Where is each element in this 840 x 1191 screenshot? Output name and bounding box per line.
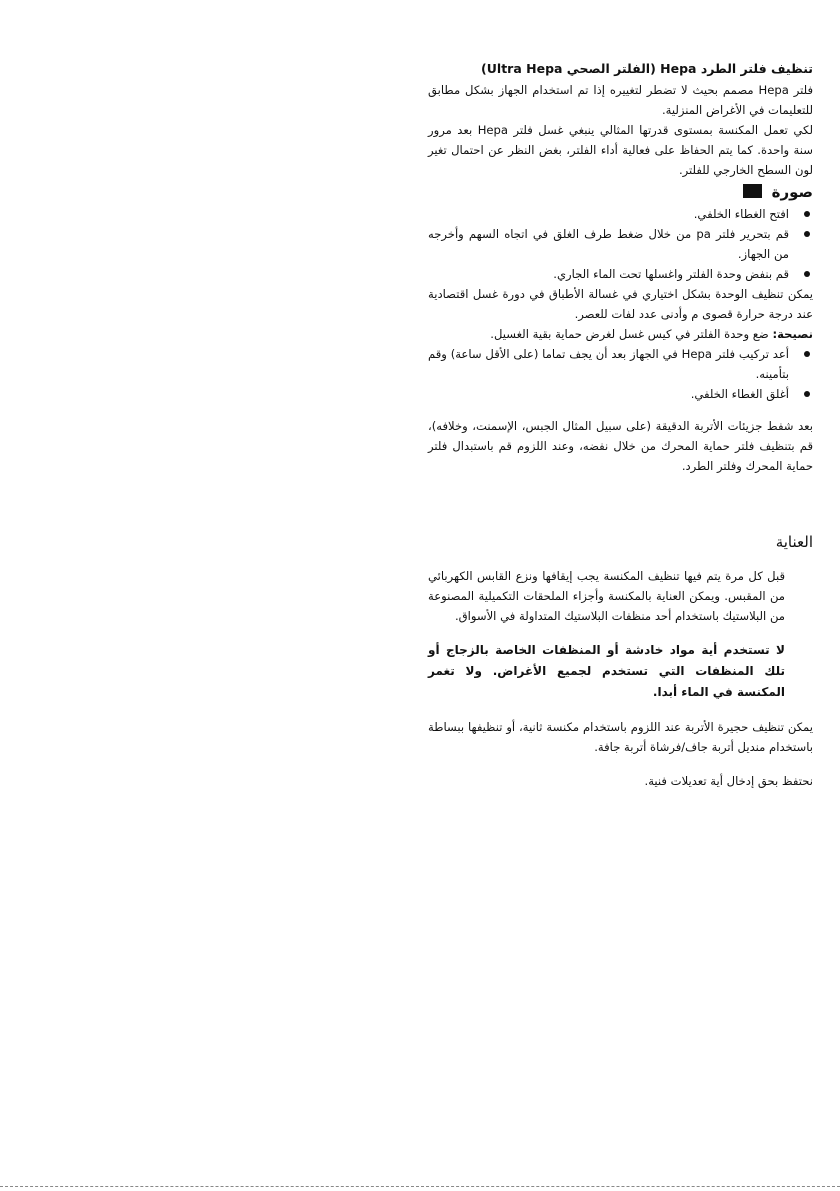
tip-text: ضع وحدة الفلتر في كيس غسل لغرض حماية بقية الغسيل. bbox=[490, 327, 769, 341]
care-para-1: قبل كل مرة يتم فيها تنظيف المكنسة يجب إيقافها ونزع القابس الكهربائي من المقبس. ويمكن العناية بالمكنسة وأجزاء الملحقات التكميلية المصنوعة من البلاستيك باستخدام أحد منظفات البلاستيك المتداولة في الأسواق. bbox=[428, 569, 785, 623]
image-reference-heading bbox=[428, 180, 813, 204]
hepa-section-title: تنظيف فلتر الطرد Hepa (الفلتر الصحي Ultra Hepa) bbox=[481, 61, 813, 76]
manual-column bbox=[428, 58, 813, 791]
list-item: قم بنفض وحدة الفلتر واغسلها تحت الماء الجاري. bbox=[428, 264, 813, 284]
tip-paragraph bbox=[428, 324, 813, 344]
wash-note: يمكن تنظيف الوحدة بشكل اختياري في غسالة الأطباق في دورة غسل اقتصادية عند درجة حرارة قصوى م وأدنى عدد لفات للعصر. bbox=[428, 287, 813, 321]
steps-list-2 bbox=[428, 344, 813, 404]
list-item: افتح الغطاء الخلفي. bbox=[428, 204, 813, 224]
image-reference-label: صورة bbox=[771, 183, 813, 201]
care-para-2: يمكن تنظيف حجيرة الأتربة عند اللزوم باستخدام مكنسة ثانية، أو تنظيفها ببساطة باستخدام منديل أتربة جاف/فرشاة أتربة جافة. bbox=[428, 720, 813, 754]
steps-list bbox=[428, 204, 813, 284]
list-item: أغلق الغطاء الخلفي. bbox=[428, 384, 813, 404]
tip-label: نصيحة: bbox=[772, 327, 813, 341]
footer-note: نحتفظ بحق إدخال أية تعديلات فنية. bbox=[644, 774, 813, 788]
care-section-title: العناية bbox=[775, 533, 813, 551]
hepa-para-1: فلتر Hepa مصمم بحيث لا تضطر لتغييره إذا تم استخدام الجهاز بشكل مطابق للتعليمات في الأغراض المنزلية. bbox=[428, 83, 813, 117]
list-item: أعد تركيب فلتر Hepa في الجهاز بعد أن يجف تماما (على الأقل ساعة) وقم بتأمينه. bbox=[428, 344, 813, 384]
hepa-para-2: لكي تعمل المكنسة بمستوى قدرتها المثالي ينبغي غسل فلتر Hepa بعد مرور سنة واحدة. كما يتم الحفاظ على فعالية أداء الفلتر، بغض النظر عن احتمال تغير لون السطح الخارجي للفلتر. bbox=[428, 123, 813, 177]
hepa-para-3: بعد شفط جزيئات الأتربة الدقيقة (على سبيل المثال الجبس، الإسمنت، وخلافه)، قم بتنظيف فلتر حماية المحرك من خلال نفضه، وعند اللزوم قم باستبدال فلتر حماية المحرك وفلتر الطرد. bbox=[428, 419, 813, 473]
page-bottom-divider bbox=[0, 1186, 840, 1187]
image-placeholder-icon bbox=[743, 184, 762, 198]
care-warning: لا تستخدم أية مواد خادشة أو المنظفات الخاصة بالزجاج أو تلك المنظفات التي تستخدم لجميع الأغراض. ولا تغمر المكنسة في الماء أبدا. bbox=[428, 643, 785, 699]
list-item: قم بتحرير فلتر pa من خلال ضغط طرف الغلق في اتجاه السهم وأخرجه من الجهاز. bbox=[428, 224, 813, 264]
